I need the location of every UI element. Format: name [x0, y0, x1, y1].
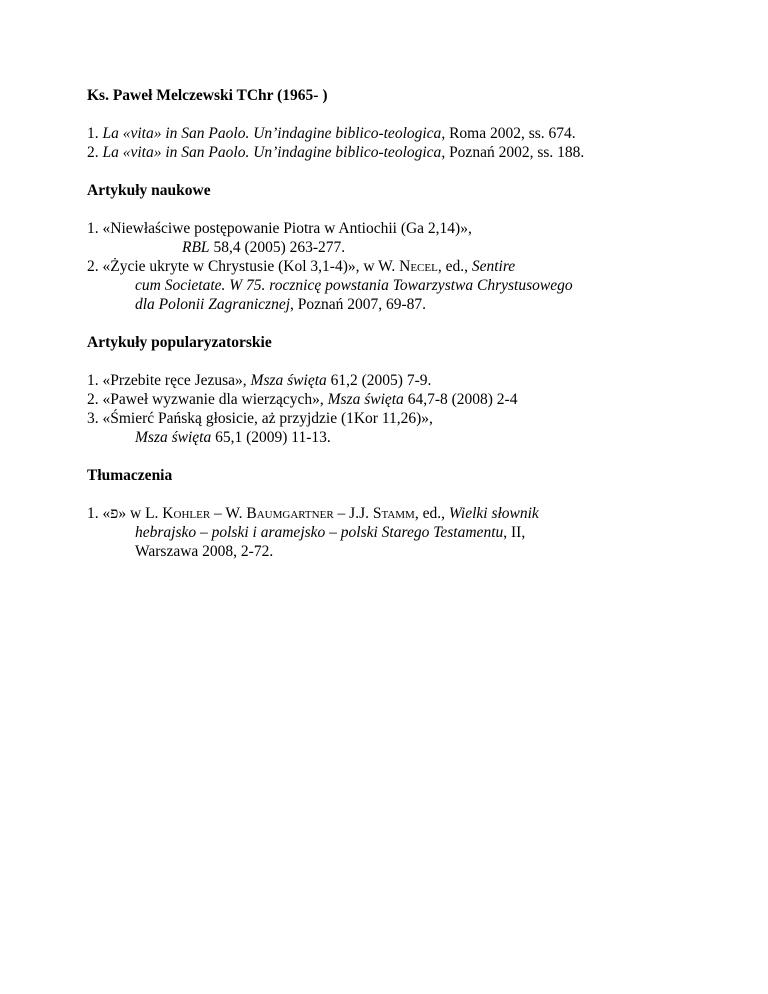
- popular-article-entry: 2. «Paweł wyzwanie dla wierzących», Msza święta 64,7-8 (2008) 2-4: [87, 391, 518, 408]
- popular-article-entry: 1. «Przebite ręce Jezusa», Msza święta 61,2 (2005) 7-9.: [87, 372, 432, 389]
- book-title: La «vita» in San Paolo. Un’indagine biblico-teologica: [102, 125, 442, 142]
- article-entry: 2. «Życie ukryte w Chrystusie (Kol 3,1-4)», w W. Necel, ed., Sentire: [87, 258, 516, 275]
- popular-article-entry: 3. «Śmierć Pańską głosicie, aż przyjdzie (1Kor 11,26)»,: [87, 410, 433, 427]
- book-entry: 1. La «vita» in San Paolo. Un’indagine biblico-teologica, Roma 2002, ss. 674.: [87, 125, 576, 142]
- section-heading-scientific: Artykuły naukowe: [87, 182, 211, 199]
- article-entry-continuation: dla Polonii Zagranicznej, Poznań 2007, 69-87.: [135, 296, 427, 313]
- book-title: La «vita» in San Paolo. Un’indagine biblico-teologica: [102, 144, 442, 161]
- section-heading-popular: Artykuły popularyzatorskie: [87, 334, 272, 351]
- translation-entry-continuation: hebrajsko – polski i aramejsko – polski Starego Testamentu, II,: [135, 524, 526, 541]
- article-entry-continuation: RBL 58,4 (2005) 263-277.: [182, 239, 346, 256]
- section-heading-translations: Tłumaczenia: [87, 467, 173, 484]
- translation-entry: 1. «פ» w L. Kohler – W. Baumgartner – J.J. Stamm, ed., Wielki słownik: [87, 505, 539, 522]
- popular-article-entry-continuation: Msza święta 65,1 (2009) 11-13.: [135, 429, 331, 446]
- author-heading: Ks. Paweł Melczewski TChr (1965- ): [87, 87, 328, 104]
- book-entry: 2. La «vita» in San Paolo. Un’indagine biblico-teologica, Poznań 2002, ss. 188.: [87, 144, 585, 161]
- bibliography-page: [87, 86, 707, 561]
- article-entry: 1. «Niewłaściwe postępowanie Piotra w Antiochii (Ga 2,14)»,: [87, 220, 472, 237]
- article-entry-continuation: cum Societate. W 75. rocznicę powstania Towarzystwa Chrystusowego: [135, 277, 573, 294]
- translation-entry-continuation: Warszawa 2008, 2-72.: [135, 543, 274, 560]
